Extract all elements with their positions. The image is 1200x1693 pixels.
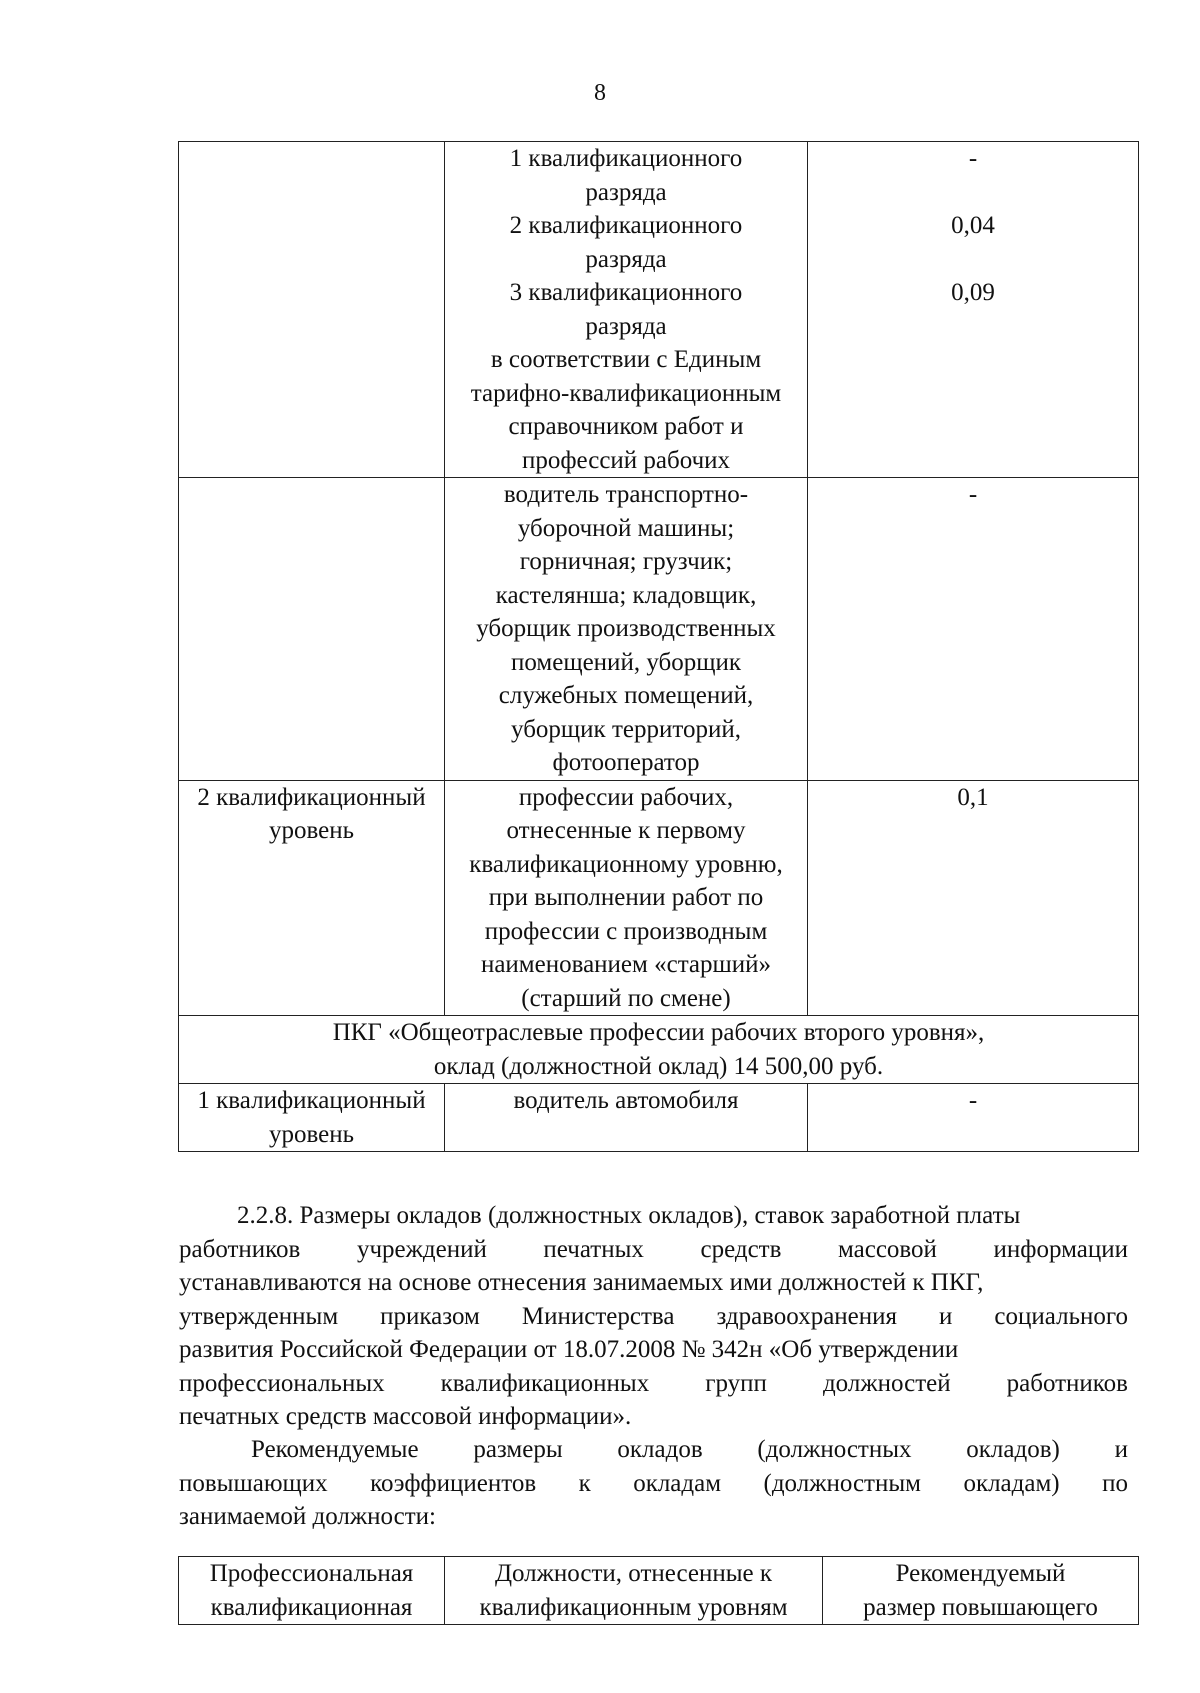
text-line: утвержденным приказом Министерства здравоохранения и социального	[179, 1302, 1128, 1330]
coefficient-value: -	[968, 481, 978, 508]
qualification-line: профессий рабочих	[521, 446, 731, 474]
coefficient-cell	[808, 478, 1139, 781]
table-row	[179, 780, 1139, 1016]
position-line: при выполнении работ по	[488, 884, 764, 911]
level-line: 2 квалификационный	[197, 783, 426, 811]
paragraph-recommended	[179, 1433, 1128, 1534]
qualification-line: 2 квалификационного	[509, 212, 743, 239]
table-row	[179, 1084, 1139, 1152]
coefficient-cell	[808, 1084, 1139, 1152]
header-line: квалификационная	[210, 1593, 413, 1621]
qualification-table	[178, 141, 1139, 1152]
positions-cell	[445, 1084, 808, 1152]
header-cell-coefficient	[823, 1557, 1139, 1625]
table-row	[179, 478, 1139, 781]
qualification-line: справочником работ и	[508, 413, 744, 440]
coefficient-cell	[808, 142, 1139, 478]
coefficient-value: -	[968, 1087, 978, 1114]
text-line: повышающих коэффициентов к окладам (должностным окладам) по	[179, 1469, 1128, 1497]
text-line: устанавливаются на основе отнесения занимаемых ими должностей к ПКГ,	[179, 1269, 984, 1296]
qualification-line: тарифно-квалификационным	[470, 379, 782, 407]
position-line: уборщик производственных	[476, 615, 776, 642]
position-line: профессии рабочих,	[518, 783, 734, 811]
paragraph-2-2-8	[179, 1199, 1128, 1434]
table-row	[179, 142, 1139, 478]
header-line: Должности, отнесенные к	[494, 1560, 773, 1587]
position-line: кастелянша; кладовщик,	[495, 581, 757, 609]
position-text: водитель автомобиля	[513, 1087, 739, 1114]
coefficient-cell	[808, 780, 1139, 1016]
table-header-row	[179, 1557, 1139, 1625]
group-header-line: ПКГ «Общеотраслевые профессии рабочих второго уровня»,	[332, 1019, 985, 1046]
group-header-cell	[179, 1016, 1139, 1084]
position-line: отнесенные к первому	[506, 817, 746, 844]
text-line: 2.2.8. Размеры окладов (должностных окладов), ставок заработной платы	[237, 1202, 1021, 1229]
header-cell-group	[179, 1557, 445, 1625]
position-line: профессии с производным	[484, 917, 768, 945]
level-cell	[179, 780, 445, 1016]
positions-cell	[445, 780, 808, 1016]
position-line: уборщик территорий,	[511, 715, 741, 743]
header-cell-positions	[445, 1557, 823, 1625]
next-table-header	[178, 1556, 1139, 1625]
level-cell	[179, 1084, 445, 1152]
positions-cell	[445, 142, 808, 478]
header-line: размер повышающего	[863, 1593, 1098, 1621]
group-header-line: оклад (должностной оклад) 14 500,00 руб.	[433, 1052, 884, 1080]
position-line: водитель транспортно-	[503, 481, 749, 508]
qualification-line: в соответствии с Единым	[490, 346, 762, 373]
qualification-line: разряда	[585, 245, 667, 273]
header-line: Профессиональная	[209, 1560, 414, 1587]
coefficient-value: 0,1	[957, 783, 989, 811]
position-line: квалификационному уровню,	[469, 850, 783, 878]
level-line: 1 квалификационный	[197, 1087, 426, 1114]
position-line: горничная; грузчик;	[519, 548, 733, 575]
text-line: печатных средств массовой информации».	[179, 1403, 632, 1430]
position-line: помещений, уборщик	[511, 648, 741, 676]
text-line: развития Российской Федерации от 18.07.2008 № 342н «Об утверждении	[179, 1336, 959, 1363]
qualification-line: разряда	[585, 178, 667, 206]
qualification-line: 1 квалификационного	[509, 145, 743, 172]
text-line: профессиональных квалификационных групп должностей работников	[179, 1369, 1128, 1397]
positions-cell	[445, 478, 808, 781]
qualification-line: разряда	[585, 312, 667, 340]
header-line: Рекомендуемый	[895, 1560, 1066, 1587]
level-line: уровень	[268, 1120, 355, 1148]
coefficient-value: 0,09	[951, 279, 995, 306]
position-line: (старший по смене)	[521, 984, 731, 1012]
qualification-line: 3 квалификационного	[509, 279, 743, 306]
text-line: работников учреждений печатных средств массовой информации	[179, 1235, 1128, 1263]
position-line: служебных помещений,	[498, 682, 754, 709]
text-line: Рекомендуемые размеры окладов (должностных окладов) и	[251, 1436, 1128, 1463]
page-number: 8	[594, 80, 606, 106]
position-line: уборочной машины;	[517, 514, 735, 542]
text-line: занимаемой должности:	[179, 1503, 437, 1530]
level-cell	[179, 142, 445, 478]
position-line: фотооператор	[552, 749, 700, 776]
level-cell	[179, 478, 445, 781]
coefficient-value: -	[968, 145, 978, 172]
group-header-row	[179, 1016, 1139, 1084]
header-line: квалификационным уровням	[479, 1593, 788, 1621]
position-line: наименованием «старший»	[480, 951, 772, 978]
level-line: уровень	[268, 817, 355, 844]
coefficient-value: 0,04	[951, 212, 995, 239]
